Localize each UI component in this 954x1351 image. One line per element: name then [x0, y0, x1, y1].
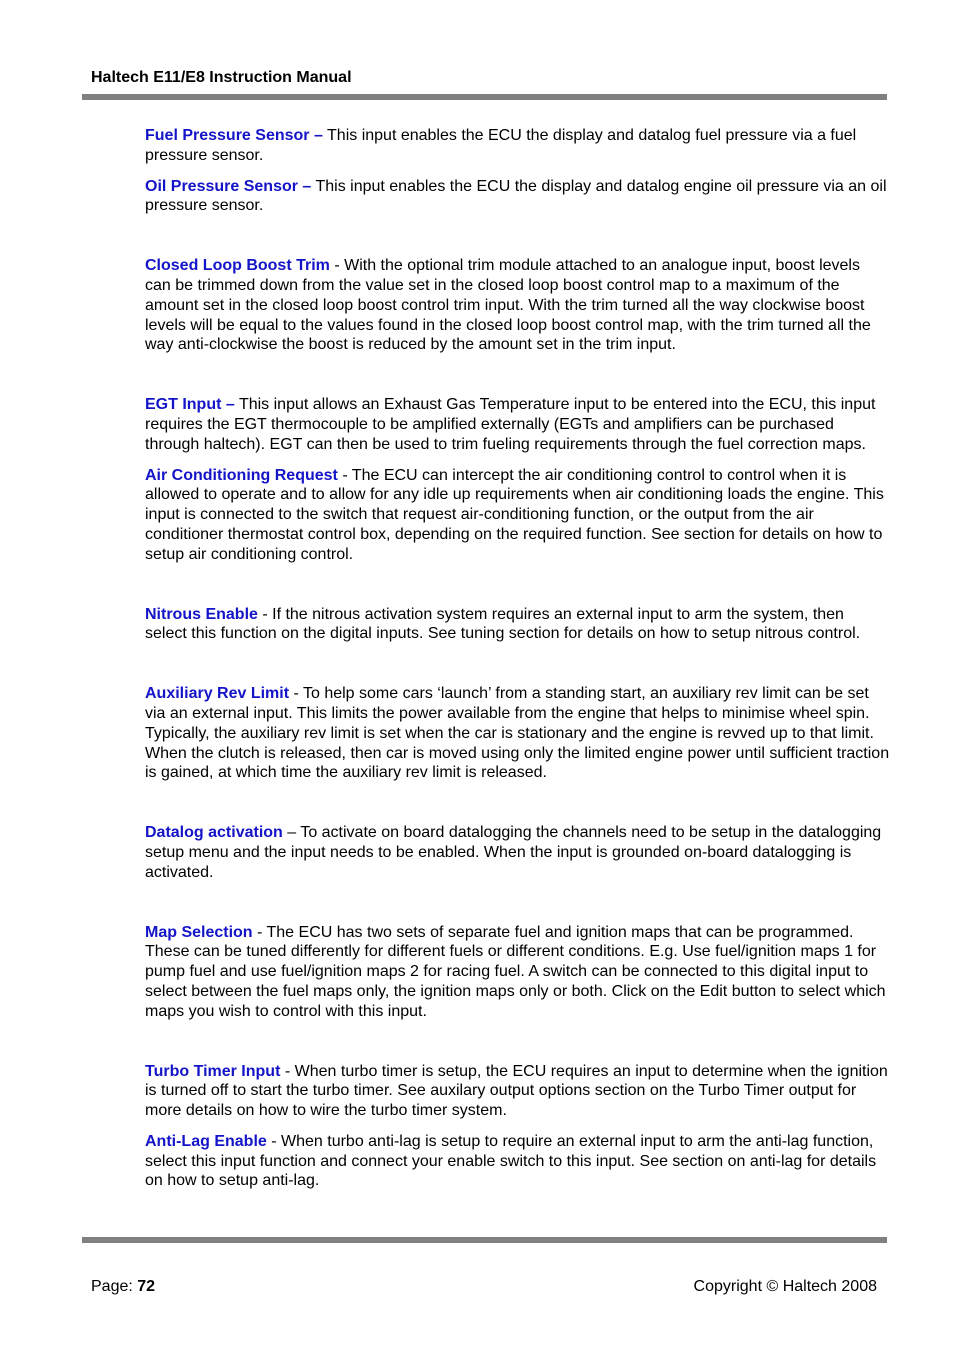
term-fuel-pressure-sensor: Fuel Pressure Sensor –	[145, 127, 323, 144]
term-turbo-timer-input: Turbo Timer Input	[145, 1062, 281, 1080]
term-nitrous-enable: Nitrous Enable	[145, 605, 258, 623]
description: This input enables the ECU the display and datalog engine oil pressure via an oil pressure sensor.	[145, 177, 887, 215]
paragraph-closed-loop-boost-trim	[145, 256, 890, 355]
paragraph-nitrous-enable	[145, 605, 890, 645]
term-anti-lag-enable: Anti-Lag Enable	[145, 1132, 267, 1150]
manual-content	[145, 126, 890, 1191]
term-map-selection: Map Selection	[145, 923, 253, 941]
description: – To activate on board datalogging the channels need to be setup in the datalogging setup menu and the input needs to be enabled. When the input is grounded on-board datalogging is activated.	[145, 824, 882, 881]
paragraph-egt-input	[145, 395, 890, 454]
page-number: 72	[137, 1278, 156, 1295]
paragraph-datalog-activation	[145, 823, 890, 882]
paragraph-fuel-pressure-sensor	[145, 126, 890, 166]
term-datalog-activation: Datalog activation	[145, 824, 283, 842]
page-header-title: Haltech E11/E8 Instruction Manual	[91, 69, 352, 86]
footer-copyright: Copyright © Haltech 2008	[693, 1278, 877, 1295]
paragraph-auxiliary-rev-limit	[145, 684, 890, 783]
description: - With the optional trim module attached to an analogue input, boost levels can be trimmed down from the value set in the closed loop boost control map to a maximum of the amount set in the closed loop boost control trim input. With the trim turned all the way clockwise boost levels will be equal to the values found in the closed loop boost control map, with the trim turned all the way anti-clockwise the boost is reduced by the amount set in the trim input.	[145, 257, 871, 354]
paragraph-air-conditioning-request	[145, 466, 890, 565]
paragraph-anti-lag-enable	[145, 1132, 890, 1191]
term-egt-input: EGT Input –	[145, 396, 235, 414]
term-air-conditioning-request: Air Conditioning Request	[145, 466, 338, 484]
paragraph-map-selection	[145, 923, 890, 1022]
footer-page-number	[91, 1278, 155, 1296]
description: - When turbo timer is setup, the ECU requires an input to determine when the ignition is turned off to start the turbo timer. See auxilary output options section on the Turbo Timer output for more details on how to wire the turbo timer system.	[145, 1062, 888, 1120]
paragraph-oil-pressure-sensor	[145, 177, 890, 217]
description: - To help some cars ‘launch’ from a standing start, an auxiliary rev limit can be set via an external input. This limits the power available from the engine that helps to minimise wheel spin. Typically, the auxiliary rev limit is set when the car is stationary and the engine is revved up to that limit. When the clutch is released, then car is moved using only the limited engine power until sufficient traction is gained, at which time the auxiliary rev limit is released.	[145, 685, 890, 782]
paragraph-turbo-timer-input	[145, 1062, 890, 1121]
term-oil-pressure-sensor: Oil Pressure Sensor –	[145, 177, 312, 195]
footer-divider	[82, 1237, 887, 1243]
description: - The ECU can intercept the air conditioning control to control when it is allowed to operate and to allow for any idle up requirements when air conditioning loads the engine. This input is connected to the switch that request air-conditioning function, or the output from the air conditioner thermostat control box, depending on the required function. See section for details on how to setup air conditioning control.	[145, 466, 884, 563]
header-divider	[82, 94, 887, 100]
description: - If the nitrous activation system requires an external input to arm the system, then select this function on the digital inputs. See tuning section for details on how to setup nitrous control.	[145, 605, 861, 643]
term-closed-loop-boost-trim: Closed Loop Boost Trim	[145, 257, 330, 275]
description: - The ECU has two sets of separate fuel and ignition maps that can be programmed. These can be tuned differently for different fuels or different conditions. E.g. Use fuel/ignition maps 1 for pump fuel and use fuel/ignition maps 2 for racing fuel. A switch can be connected to this digital input to select between the fuel maps only, the ignition maps only or both. Click on the Edit button to select which maps you wish to control with this input.	[145, 923, 886, 1020]
description: This input enables the ECU the display and datalog fuel pressure via a fuel pressure sensor.	[145, 127, 857, 164]
page-label: Page:	[91, 1278, 138, 1295]
term-auxiliary-rev-limit: Auxiliary Rev Limit	[145, 685, 290, 703]
description: - When turbo anti-lag is setup to require an external input to arm the anti-lag function, select this input function and connect your enable switch to this input. See section on anti-lag for details on how to setup anti-lag.	[145, 1132, 877, 1190]
description: This input allows an Exhaust Gas Temperature input to be entered into the ECU, this input requires the EGT thermocouple to be amplified externally (EGTs and amplifiers can be purchased through haltech). EGT can then be used to trim fueling requirements through the fuel correction maps.	[145, 396, 876, 453]
